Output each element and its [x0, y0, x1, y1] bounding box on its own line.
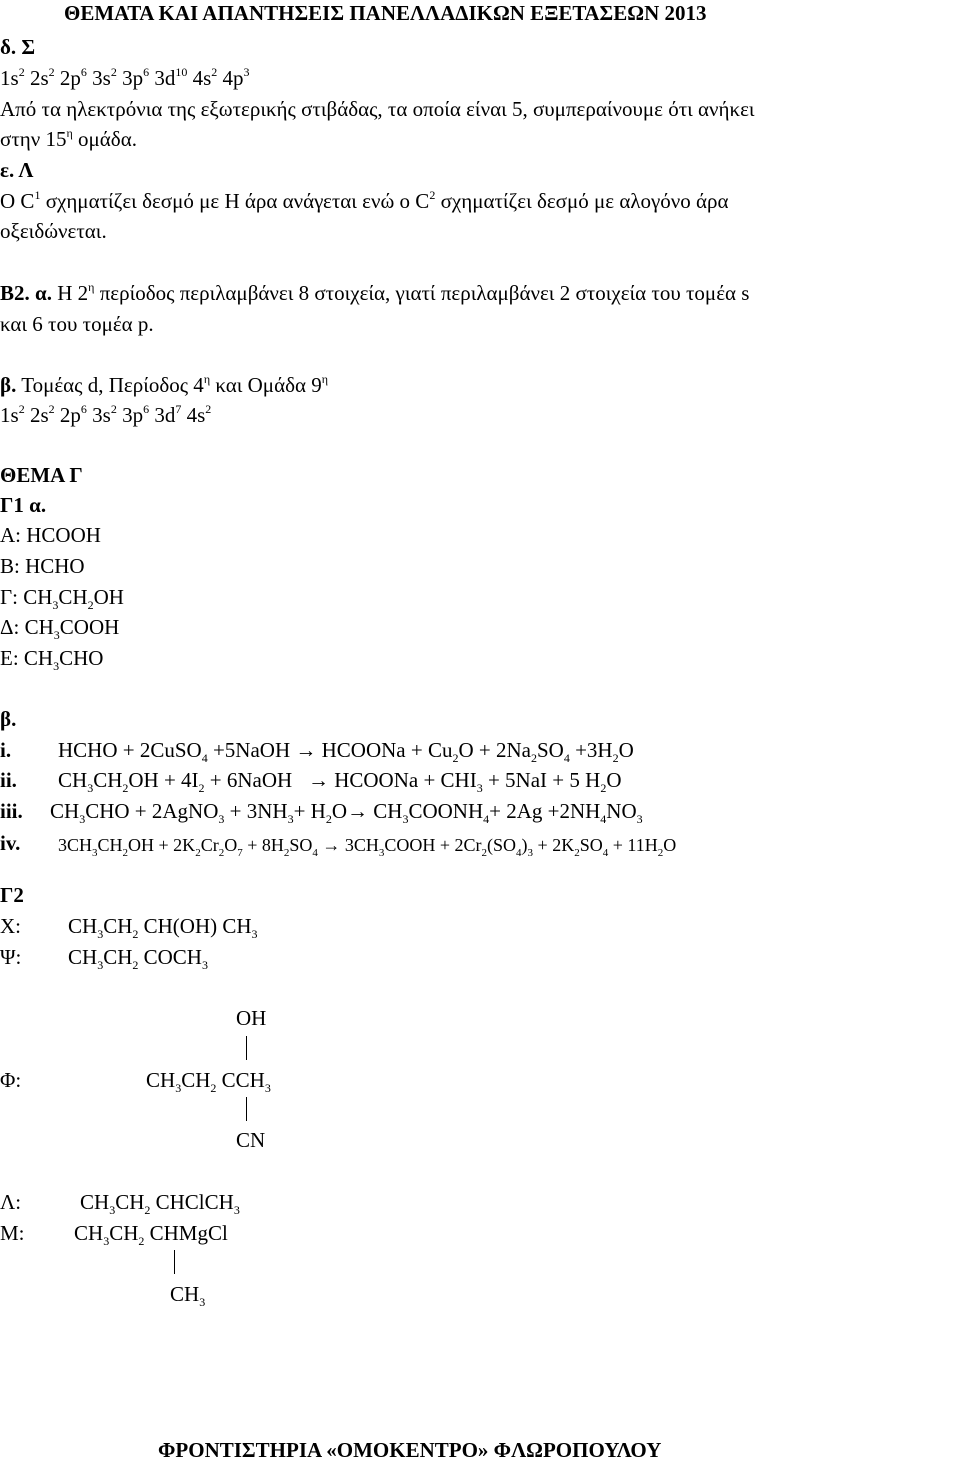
paragraph-text: οξειδώνεται. — [0, 219, 107, 243]
reaction-iv: $3CH_3CH_2OH + 2K_2Cr_2O_7 + 8H_2SO_4$ → $3CH_3COOH + 2Cr_2(SO_4)_3 + 2K_2SO_4 + 11H_2O$ — [58, 835, 677, 859]
section-gamma-title: ΘΕΜΑ Γ — [0, 463, 83, 487]
paragraph-text: Από τα ηλεκτρόνια της εξωτερικής στιβάδας, τα οποία είναι 5, συμπεραίνουμε ότι ανήκει — [0, 97, 755, 121]
phi-cn-group: CN — [236, 1128, 266, 1152]
reaction-label: i. — [0, 738, 12, 762]
page-footer-title: ΦΡΟΝΤΙΣΤΗΡΙΑ «ΟΜΟΚΕΝΤΡΟ» ΦΛΩΡΟΠΟΥΛΟΥ — [158, 1438, 662, 1462]
compound-phi: $CH_3CH_2$ $CCH_3$ — [146, 1068, 271, 1095]
compound-x-label: Χ: — [0, 914, 21, 938]
paragraph-text: και 6 του τομέα p. — [0, 312, 154, 336]
compound-e: Ε: $CH_3CHO$ — [0, 646, 104, 673]
g1-beta-label: β. — [0, 707, 17, 731]
phi-oh-group: OH — [236, 1006, 267, 1030]
section-b2-alpha: Β2. α. Η $2^\eta$ περίοδος περιλαμβάνει 8 στοιχεία, γιατί περιλαμβάνει 2 στοιχεία του τομέα s — [0, 280, 750, 305]
electron-configuration: $1s^2$ $2s^2$ $2p^6$ $3s^2$ $3p^6$ $3d^{10}$ $4s^2$ $4p^3$ — [0, 65, 250, 90]
paragraph-text: στην $15^\eta$ ομάδα. — [0, 126, 137, 151]
g1-alpha-label: Γ1 α. — [0, 493, 47, 517]
compound-d: Δ: $CH_3COOH$ — [0, 615, 120, 642]
electron-configuration: $1s^2$ $2s^2$ $2p^6$ $3s^2$ $3p^6$ $3d^7$ $4s^2$ — [0, 402, 212, 427]
compound-m: $CH_3CH_2$ CHMgCl — [74, 1221, 228, 1248]
bond-line — [246, 1097, 247, 1121]
compound-lambda: $CH_3CH_2$ CHClCH$_3$ — [80, 1190, 240, 1217]
section-g2-title: Γ2 — [0, 883, 24, 907]
reaction-label: iv. — [0, 831, 21, 855]
compound-psi: $CH_3CH_2$ $COCH_3$ — [68, 945, 208, 972]
compound-g: Γ: $CH_3CH_2OH$ — [0, 585, 124, 612]
compound-lambda-label: Λ: — [0, 1190, 22, 1214]
compound-b: Β: HCHO — [0, 554, 85, 578]
bond-line — [174, 1250, 175, 1274]
compound-psi-label: Ψ: — [0, 945, 22, 969]
reaction-i: HCHO + 2CuSO$_4$ +5NaOH → HCOONa + $Cu_2O + 2Na_2SO_4 +3H_2O$ — [58, 738, 634, 765]
reaction-label: iii. — [0, 799, 23, 823]
bond-line — [246, 1036, 247, 1060]
compound-x: $CH_3CH_2$ CH(OH) $CH_3$ — [68, 914, 258, 941]
compound-m-label: Μ: — [0, 1221, 25, 1245]
paragraph-text: Ο $C^1$ σχηματίζει δεσμό με Η άρα ανάγεται ενώ ο $C^2$ σχηματίζει δεσμό με αλογόνο άρα — [0, 188, 729, 213]
compound-a: Α: HCOOH — [0, 523, 101, 547]
section-b2-beta: β. Τομέας d, Περίοδος $4^\eta$ και Ομάδα $9^\eta$ — [0, 372, 328, 397]
section-epsilon-label: ε. Λ — [0, 158, 34, 182]
reaction-label: ii. — [0, 768, 17, 792]
compound-phi-label: Φ: — [0, 1068, 22, 1092]
page-header-title: ΘΕΜΑΤΑ ΚΑΙ ΑΠΑΝΤΗΣΕΙΣ ΠΑΝΕΛΛΑΔΙΚΩΝ ΕΞΕΤΑΣΕΩΝ 2013 — [64, 1, 707, 25]
reaction-ii: $CH_3CH_2OH + 4I_2$ + 6NaOH → HCOONa + $CHI_3 + 5NaI + 5$ $H_2O$ — [58, 768, 622, 795]
m-methyl-group: $CH_3$ — [170, 1282, 206, 1309]
reaction-iii: $CH_3CHO$ + 2AgNO$_3$ + $3NH_3+ H_2O\to$ $CH_3COONH_4+ 2Ag +2NH_4NO_3$ — [50, 799, 643, 826]
section-delta-label: δ. Σ — [0, 35, 36, 59]
